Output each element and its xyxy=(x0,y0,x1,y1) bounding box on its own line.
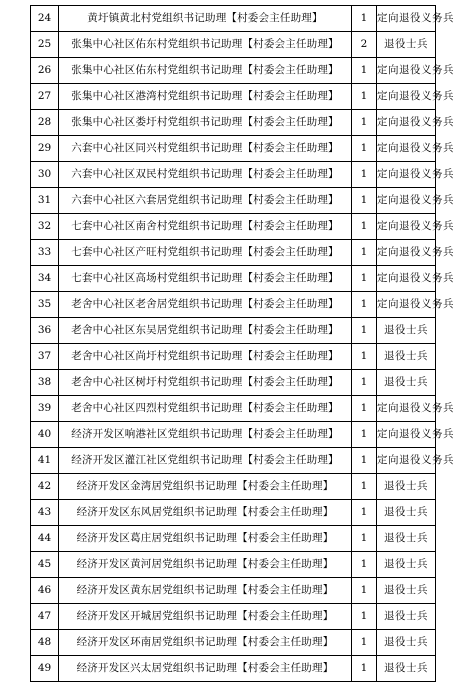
count-cell: 1 xyxy=(352,266,377,292)
table-row xyxy=(31,448,436,474)
requirement-cell: 定向退役义务兵 xyxy=(377,6,436,32)
requirement-cell: 定向退役义务兵 xyxy=(377,240,436,266)
position-cell: 经济开发区开城居党组织书记助理【村委会主任助理】 xyxy=(59,604,352,630)
table-row xyxy=(31,318,436,344)
row-number-cell: 29 xyxy=(31,136,59,162)
position-cell: 老舍中心社区树圩村党组织书记助理【村委会主任助理】 xyxy=(59,370,352,396)
row-number-cell: 38 xyxy=(31,370,59,396)
position-cell: 经济开发区灌江社区党组织书记助理【村委会主任助理】 xyxy=(59,448,352,474)
table-row xyxy=(31,578,436,604)
requirement-cell: 定向退役义务兵 xyxy=(377,396,436,422)
requirement-cell: 定向退役义务兵 xyxy=(377,266,436,292)
count-cell: 1 xyxy=(352,526,377,552)
position-cell: 经济开发区黄东居党组织书记助理【村委会主任助理】 xyxy=(59,578,352,604)
position-cell: 老舍中心社区东吴居党组织书记助理【村委会主任助理】 xyxy=(59,318,352,344)
table-row xyxy=(31,656,436,682)
position-cell: 六套中心社区同兴村党组织书记助理【村委会主任助理】 xyxy=(59,136,352,162)
table-body xyxy=(31,6,454,682)
requirement-cell: 退役士兵 xyxy=(377,32,436,58)
position-cell: 六套中心社区双民村党组织书记助理【村委会主任助理】 xyxy=(59,162,352,188)
row-number-cell: 47 xyxy=(31,604,59,630)
position-cell: 张集中心社区佑东村党组织书记助理【村委会主任助理】 xyxy=(59,32,352,58)
requirement-cell: 退役士兵 xyxy=(377,526,436,552)
count-cell: 1 xyxy=(352,656,377,682)
position-table xyxy=(30,5,454,682)
table-row xyxy=(31,266,436,292)
row-number-cell: 40 xyxy=(31,422,59,448)
count-cell: 1 xyxy=(352,630,377,656)
count-cell: 1 xyxy=(352,396,377,422)
row-number-cell: 48 xyxy=(31,630,59,656)
row-number-cell: 24 xyxy=(31,6,59,32)
table-row xyxy=(31,292,436,318)
table-row xyxy=(31,552,436,578)
position-cell: 经济开发区响港社区党组织书记助理【村委会主任助理】 xyxy=(59,422,352,448)
table-row xyxy=(31,422,436,448)
position-cell: 经济开发区东风居党组织书记助理【村委会主任助理】 xyxy=(59,500,352,526)
table-row xyxy=(31,136,436,162)
count-cell: 2 xyxy=(352,32,377,58)
requirement-cell: 定向退役义务兵 xyxy=(377,214,436,240)
requirement-cell: 定向退役义务兵 xyxy=(377,162,436,188)
requirement-cell: 定向退役义务兵 xyxy=(377,84,436,110)
row-number-cell: 28 xyxy=(31,110,59,136)
requirement-cell: 定向退役义务兵 xyxy=(377,110,436,136)
table-row xyxy=(31,240,436,266)
table-row xyxy=(31,500,436,526)
count-cell: 1 xyxy=(352,6,377,32)
position-cell: 张集中心社区佑东村党组织书记助理【村委会主任助理】 xyxy=(59,58,352,84)
count-cell: 1 xyxy=(352,578,377,604)
row-number-cell: 25 xyxy=(31,32,59,58)
count-cell: 1 xyxy=(352,448,377,474)
count-cell: 1 xyxy=(352,604,377,630)
table-row xyxy=(31,604,436,630)
table-row xyxy=(31,344,436,370)
count-cell: 1 xyxy=(352,422,377,448)
requirement-cell: 定向退役义务兵 xyxy=(377,136,436,162)
row-number-cell: 34 xyxy=(31,266,59,292)
table-row xyxy=(31,526,436,552)
row-number-cell: 46 xyxy=(31,578,59,604)
requirement-cell: 退役士兵 xyxy=(377,604,436,630)
table-row xyxy=(31,474,436,500)
count-cell: 1 xyxy=(352,110,377,136)
count-cell: 1 xyxy=(352,552,377,578)
position-cell: 七套中心社区产旺村党组织书记助理【村委会主任助理】 xyxy=(59,240,352,266)
row-number-cell: 26 xyxy=(31,58,59,84)
requirement-cell: 退役士兵 xyxy=(377,474,436,500)
position-cell: 经济开发区金湾居党组织书记助理【村委会主任助理】 xyxy=(59,474,352,500)
position-cell: 张集中心社区港湾村党组织书记助理【村委会主任助理】 xyxy=(59,84,352,110)
row-number-cell: 45 xyxy=(31,552,59,578)
requirement-cell: 退役士兵 xyxy=(377,656,436,682)
table-row xyxy=(31,214,436,240)
table-row xyxy=(31,110,436,136)
position-cell: 经济开发区兴太居党组织书记助理【村委会主任助理】 xyxy=(59,656,352,682)
table-row xyxy=(31,84,436,110)
count-cell: 1 xyxy=(352,474,377,500)
row-number-cell: 32 xyxy=(31,214,59,240)
requirement-cell: 退役士兵 xyxy=(377,500,436,526)
position-cell: 六套中心社区六套居党组织书记助理【村委会主任助理】 xyxy=(59,188,352,214)
count-cell: 1 xyxy=(352,318,377,344)
count-cell: 1 xyxy=(352,292,377,318)
requirement-cell: 退役士兵 xyxy=(377,318,436,344)
table-row xyxy=(31,630,436,656)
position-cell: 经济开发区环南居党组织书记助理【村委会主任助理】 xyxy=(59,630,352,656)
count-cell: 1 xyxy=(352,188,377,214)
requirement-cell: 退役士兵 xyxy=(377,370,436,396)
row-number-cell: 36 xyxy=(31,318,59,344)
table-row xyxy=(31,370,436,396)
row-number-cell: 43 xyxy=(31,500,59,526)
position-cell: 张集中心社区娄圩村党组织书记助理【村委会主任助理】 xyxy=(59,110,352,136)
count-cell: 1 xyxy=(352,162,377,188)
requirement-cell: 定向退役义务兵 xyxy=(377,422,436,448)
row-number-cell: 30 xyxy=(31,162,59,188)
position-cell: 七套中心社区南舍村党组织书记助理【村委会主任助理】 xyxy=(59,214,352,240)
table-row xyxy=(31,396,436,422)
table-row xyxy=(31,6,436,32)
row-number-cell: 49 xyxy=(31,656,59,682)
requirement-cell: 定向退役义务兵 xyxy=(377,188,436,214)
count-cell: 1 xyxy=(352,84,377,110)
requirement-cell: 定向退役义务兵 xyxy=(377,292,436,318)
row-number-cell: 31 xyxy=(31,188,59,214)
position-cell: 老舍中心社区老舍居党组织书记助理【村委会主任助理】 xyxy=(59,292,352,318)
table-row xyxy=(31,32,436,58)
requirement-cell: 定向退役义务兵 xyxy=(377,58,436,84)
row-number-cell: 33 xyxy=(31,240,59,266)
row-number-cell: 44 xyxy=(31,526,59,552)
count-cell: 1 xyxy=(352,214,377,240)
count-cell: 1 xyxy=(352,58,377,84)
row-number-cell: 37 xyxy=(31,344,59,370)
requirement-cell: 退役士兵 xyxy=(377,630,436,656)
position-cell: 黄圩镇黄北村党组织书记助理【村委会主任助理】 xyxy=(59,6,352,32)
row-number-cell: 27 xyxy=(31,84,59,110)
count-cell: 1 xyxy=(352,136,377,162)
requirement-cell: 退役士兵 xyxy=(377,344,436,370)
requirement-cell: 退役士兵 xyxy=(377,578,436,604)
position-cell: 经济开发区葛庄居党组织书记助理【村委会主任助理】 xyxy=(59,526,352,552)
count-cell: 1 xyxy=(352,500,377,526)
position-cell: 老舍中心社区四烈村党组织书记助理【村委会主任助理】 xyxy=(59,396,352,422)
count-cell: 1 xyxy=(352,344,377,370)
count-cell: 1 xyxy=(352,240,377,266)
table-row xyxy=(31,58,436,84)
row-number-cell: 35 xyxy=(31,292,59,318)
requirement-cell: 退役士兵 xyxy=(377,552,436,578)
count-cell: 1 xyxy=(352,370,377,396)
position-cell: 七套中心社区高场村党组织书记助理【村委会主任助理】 xyxy=(59,266,352,292)
table-row xyxy=(31,162,436,188)
row-number-cell: 39 xyxy=(31,396,59,422)
position-cell: 经济开发区黄河居党组织书记助理【村委会主任助理】 xyxy=(59,552,352,578)
row-number-cell: 42 xyxy=(31,474,59,500)
position-cell: 老舍中心社区尚圩村党组织书记助理【村委会主任助理】 xyxy=(59,344,352,370)
table-row xyxy=(31,188,436,214)
row-number-cell: 41 xyxy=(31,448,59,474)
requirement-cell: 定向退役义务兵 xyxy=(377,448,436,474)
